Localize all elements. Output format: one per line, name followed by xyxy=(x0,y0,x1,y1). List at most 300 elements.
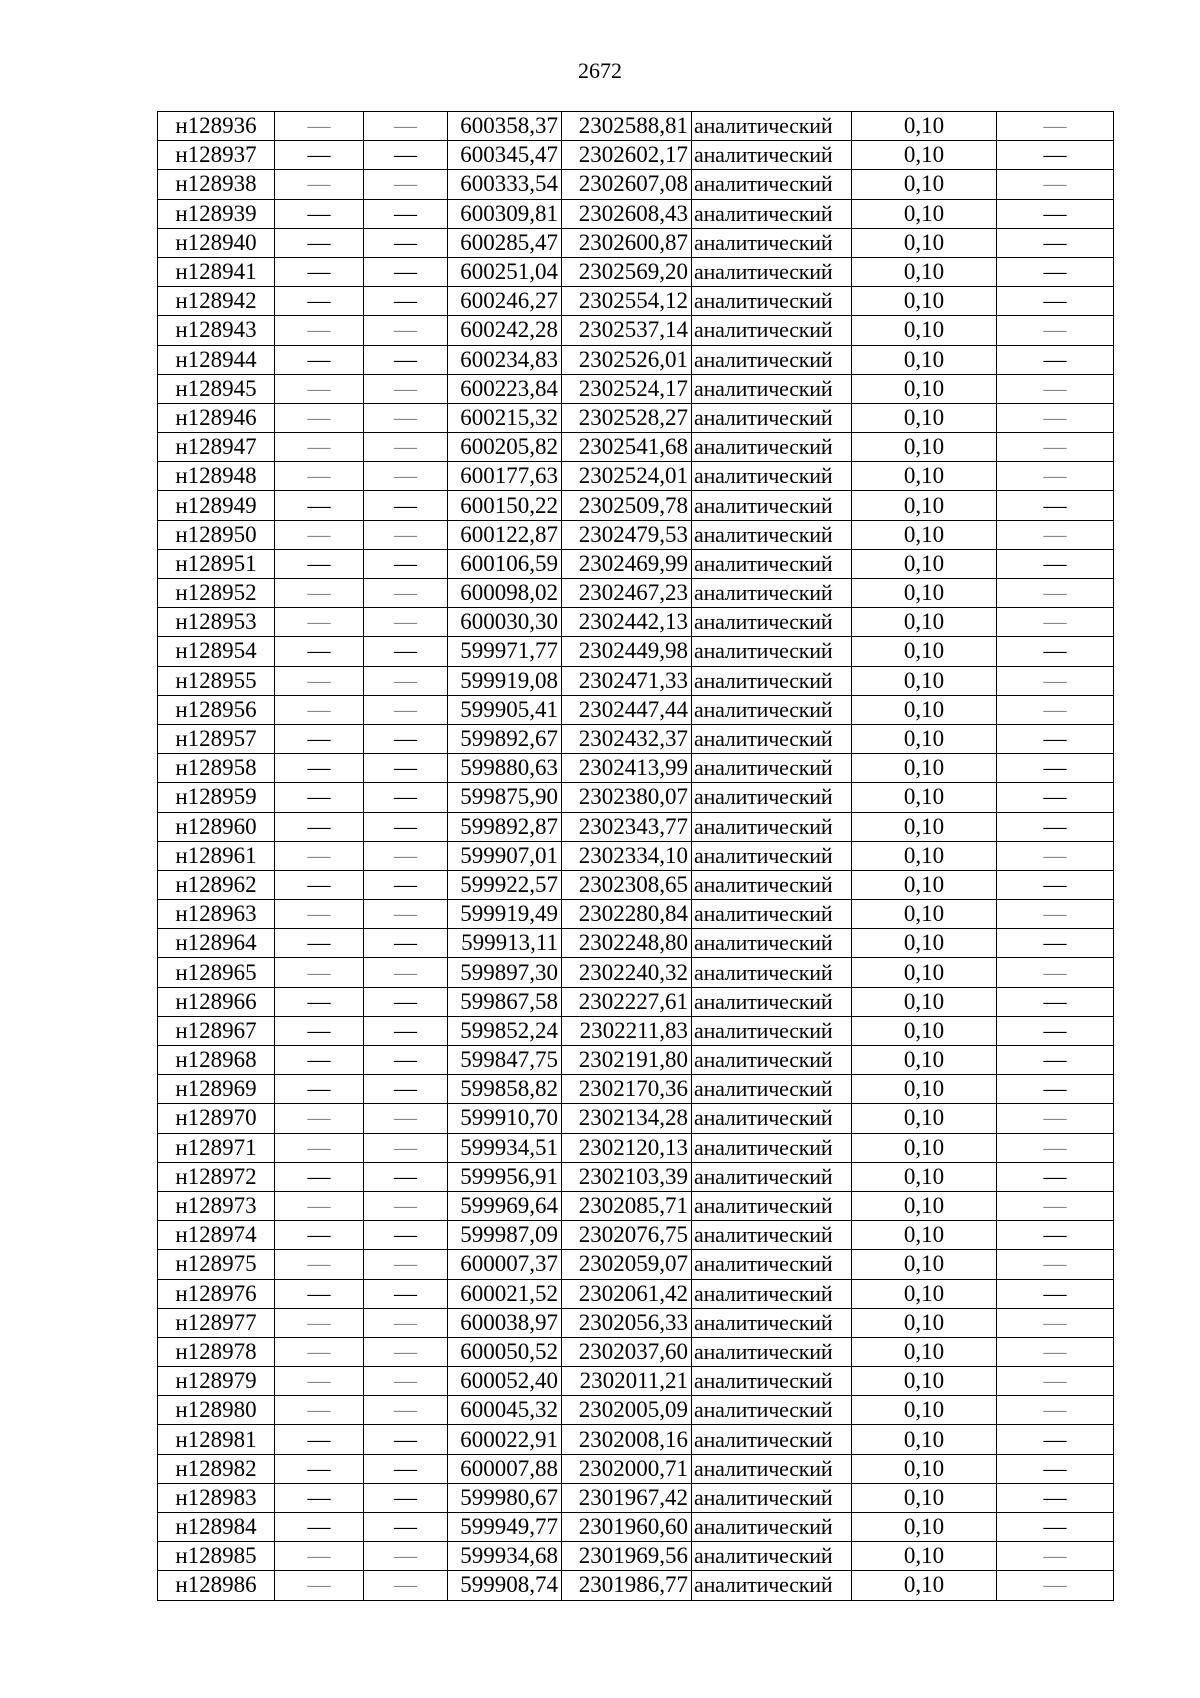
accuracy-cell: 0,10 xyxy=(852,1337,997,1366)
method-cell: аналитический xyxy=(692,637,852,666)
dash-cell: — xyxy=(364,520,448,549)
y-coordinate-cell: 2302000,71 xyxy=(562,1454,692,1483)
y-coordinate-cell: 2302600,87 xyxy=(562,228,692,257)
accuracy-cell: 0,10 xyxy=(852,491,997,520)
y-coordinate-cell: 2302528,27 xyxy=(562,403,692,432)
table-row xyxy=(158,695,1114,724)
dash-cell: — xyxy=(275,1221,364,1250)
page-number: 2672 xyxy=(578,58,622,83)
accuracy-cell: 0,10 xyxy=(852,287,997,316)
point-name-cell: н128982 xyxy=(158,1454,275,1483)
dash-cell: — xyxy=(364,1483,448,1512)
dash-cell: — xyxy=(997,1425,1114,1454)
accuracy-cell: 0,10 xyxy=(852,403,997,432)
table-row xyxy=(158,1337,1114,1366)
x-coordinate-cell: 599934,68 xyxy=(448,1542,562,1571)
y-coordinate-cell: 2302524,17 xyxy=(562,374,692,403)
y-coordinate-cell: 2302005,09 xyxy=(562,1396,692,1425)
point-name-cell: н128955 xyxy=(158,666,275,695)
method-cell: аналитический xyxy=(692,1016,852,1045)
x-coordinate-cell: 599980,67 xyxy=(448,1483,562,1512)
method-cell: аналитический xyxy=(692,1513,852,1542)
method-cell: аналитический xyxy=(692,170,852,199)
method-cell: аналитический xyxy=(692,608,852,637)
method-cell: аналитический xyxy=(692,1571,852,1600)
table-row xyxy=(158,637,1114,666)
dash-cell: — xyxy=(997,287,1114,316)
dash-cell: — xyxy=(997,1016,1114,1045)
dash-cell: — xyxy=(364,1104,448,1133)
dash-cell: — xyxy=(275,637,364,666)
table-row xyxy=(158,1483,1114,1512)
x-coordinate-cell: 600038,97 xyxy=(448,1308,562,1337)
point-name-cell: н128945 xyxy=(158,374,275,403)
method-cell: аналитический xyxy=(692,1221,852,1250)
point-name-cell: н128984 xyxy=(158,1513,275,1542)
method-cell: аналитический xyxy=(692,695,852,724)
x-coordinate-cell: 600358,37 xyxy=(448,112,562,141)
accuracy-cell: 0,10 xyxy=(852,374,997,403)
table-row xyxy=(158,900,1114,929)
point-name-cell: н128951 xyxy=(158,549,275,578)
dash-cell: — xyxy=(275,1542,364,1571)
dash-cell: — xyxy=(275,666,364,695)
dash-cell: — xyxy=(997,1221,1114,1250)
accuracy-cell: 0,10 xyxy=(852,841,997,870)
y-coordinate-cell: 2302537,14 xyxy=(562,316,692,345)
dash-cell: — xyxy=(364,199,448,228)
dash-cell: — xyxy=(275,783,364,812)
dash-cell: — xyxy=(364,374,448,403)
point-name-cell: н128950 xyxy=(158,520,275,549)
table-row xyxy=(158,666,1114,695)
y-coordinate-cell: 2301986,77 xyxy=(562,1571,692,1600)
x-coordinate-cell: 599934,51 xyxy=(448,1133,562,1162)
dash-cell: — xyxy=(275,1425,364,1454)
point-name-cell: н128962 xyxy=(158,870,275,899)
dash-cell: — xyxy=(997,228,1114,257)
dash-cell: — xyxy=(275,1016,364,1045)
point-name-cell: н128980 xyxy=(158,1396,275,1425)
table-row xyxy=(158,1104,1114,1133)
accuracy-cell: 0,10 xyxy=(852,1279,997,1308)
y-coordinate-cell: 2301969,56 xyxy=(562,1542,692,1571)
y-coordinate-cell: 2302008,16 xyxy=(562,1425,692,1454)
table-row xyxy=(158,1308,1114,1337)
dash-cell: — xyxy=(364,1075,448,1104)
accuracy-cell: 0,10 xyxy=(852,870,997,899)
dash-cell: — xyxy=(275,1454,364,1483)
point-name-cell: н128979 xyxy=(158,1367,275,1396)
point-name-cell: н128937 xyxy=(158,141,275,170)
dash-cell: — xyxy=(997,1191,1114,1220)
dash-cell: — xyxy=(364,841,448,870)
x-coordinate-cell: 599971,77 xyxy=(448,637,562,666)
method-cell: аналитический xyxy=(692,1250,852,1279)
method-cell: аналитический xyxy=(692,579,852,608)
table-row xyxy=(158,520,1114,549)
method-cell: аналитический xyxy=(692,1396,852,1425)
y-coordinate-cell: 2302280,84 xyxy=(562,900,692,929)
y-coordinate-cell: 2302103,39 xyxy=(562,1162,692,1191)
point-name-cell: н128978 xyxy=(158,1337,275,1366)
x-coordinate-cell: 599880,63 xyxy=(448,754,562,783)
method-cell: аналитический xyxy=(692,549,852,578)
point-name-cell: н128957 xyxy=(158,724,275,753)
accuracy-cell: 0,10 xyxy=(852,1016,997,1045)
x-coordinate-cell: 599867,58 xyxy=(448,987,562,1016)
method-cell: аналитический xyxy=(692,841,852,870)
y-coordinate-cell: 2302524,01 xyxy=(562,462,692,491)
table-row xyxy=(158,112,1114,141)
table-row xyxy=(158,549,1114,578)
y-coordinate-cell: 2302191,80 xyxy=(562,1046,692,1075)
x-coordinate-cell: 599949,77 xyxy=(448,1513,562,1542)
x-coordinate-cell: 599913,11 xyxy=(448,929,562,958)
method-cell: аналитический xyxy=(692,287,852,316)
dash-cell: — xyxy=(997,345,1114,374)
dash-cell: — xyxy=(364,929,448,958)
dash-cell: — xyxy=(997,1396,1114,1425)
dash-cell: — xyxy=(275,374,364,403)
table-row xyxy=(158,1162,1114,1191)
y-coordinate-cell: 2302554,12 xyxy=(562,287,692,316)
y-coordinate-cell: 2302413,99 xyxy=(562,754,692,783)
table-row xyxy=(158,1191,1114,1220)
dash-cell: — xyxy=(275,433,364,462)
accuracy-cell: 0,10 xyxy=(852,724,997,753)
accuracy-cell: 0,10 xyxy=(852,958,997,987)
dash-cell: — xyxy=(997,724,1114,753)
y-coordinate-cell: 2302467,23 xyxy=(562,579,692,608)
x-coordinate-cell: 600098,02 xyxy=(448,579,562,608)
method-cell: аналитический xyxy=(692,1483,852,1512)
y-coordinate-cell: 2302308,65 xyxy=(562,870,692,899)
method-cell: аналитический xyxy=(692,1046,852,1075)
point-name-cell: н128977 xyxy=(158,1308,275,1337)
dash-cell: — xyxy=(997,199,1114,228)
dash-cell: — xyxy=(275,1191,364,1220)
x-coordinate-cell: 600007,88 xyxy=(448,1454,562,1483)
dash-cell: — xyxy=(275,812,364,841)
x-coordinate-cell: 599987,09 xyxy=(448,1221,562,1250)
y-coordinate-cell: 2302059,07 xyxy=(562,1250,692,1279)
table-row xyxy=(158,812,1114,841)
x-coordinate-cell: 599907,01 xyxy=(448,841,562,870)
table-row xyxy=(158,403,1114,432)
accuracy-cell: 0,10 xyxy=(852,520,997,549)
y-coordinate-cell: 2302037,60 xyxy=(562,1337,692,1366)
dash-cell: — xyxy=(364,666,448,695)
method-cell: аналитический xyxy=(692,724,852,753)
dash-cell: — xyxy=(997,257,1114,286)
y-coordinate-cell: 2301967,42 xyxy=(562,1483,692,1512)
x-coordinate-cell: 599858,82 xyxy=(448,1075,562,1104)
method-cell: аналитический xyxy=(692,1162,852,1191)
y-coordinate-cell: 2302134,28 xyxy=(562,1104,692,1133)
accuracy-cell: 0,10 xyxy=(852,783,997,812)
y-coordinate-cell: 2302334,10 xyxy=(562,841,692,870)
method-cell: аналитический xyxy=(692,783,852,812)
y-coordinate-cell: 2302509,78 xyxy=(562,491,692,520)
table-row xyxy=(158,1571,1114,1600)
dash-cell: — xyxy=(275,403,364,432)
dash-cell: — xyxy=(364,1279,448,1308)
dash-cell: — xyxy=(275,870,364,899)
table-row xyxy=(158,1075,1114,1104)
dash-cell: — xyxy=(275,958,364,987)
x-coordinate-cell: 600345,47 xyxy=(448,141,562,170)
y-coordinate-cell: 2302076,75 xyxy=(562,1221,692,1250)
dash-cell: — xyxy=(275,754,364,783)
point-name-cell: н128941 xyxy=(158,257,275,286)
dash-cell: — xyxy=(275,1571,364,1600)
dash-cell: — xyxy=(275,929,364,958)
method-cell: аналитический xyxy=(692,1133,852,1162)
accuracy-cell: 0,10 xyxy=(852,812,997,841)
point-name-cell: н128963 xyxy=(158,900,275,929)
x-coordinate-cell: 600242,28 xyxy=(448,316,562,345)
table-row xyxy=(158,462,1114,491)
dash-cell: — xyxy=(997,608,1114,637)
accuracy-cell: 0,10 xyxy=(852,1367,997,1396)
dash-cell: — xyxy=(275,1250,364,1279)
point-name-cell: н128985 xyxy=(158,1542,275,1571)
table-row xyxy=(158,579,1114,608)
dash-cell: — xyxy=(364,1308,448,1337)
table-row xyxy=(158,257,1114,286)
x-coordinate-cell: 599910,70 xyxy=(448,1104,562,1133)
table-row xyxy=(158,1454,1114,1483)
dash-cell: — xyxy=(364,637,448,666)
y-coordinate-cell: 2302442,13 xyxy=(562,608,692,637)
table-row xyxy=(158,1513,1114,1542)
x-coordinate-cell: 599908,74 xyxy=(448,1571,562,1600)
dash-cell: — xyxy=(364,1016,448,1045)
point-name-cell: н128983 xyxy=(158,1483,275,1512)
y-coordinate-cell: 2302471,33 xyxy=(562,666,692,695)
table-row xyxy=(158,929,1114,958)
point-name-cell: н128940 xyxy=(158,228,275,257)
accuracy-cell: 0,10 xyxy=(852,1191,997,1220)
dash-cell: — xyxy=(997,929,1114,958)
method-cell: аналитический xyxy=(692,345,852,374)
dash-cell: — xyxy=(997,1279,1114,1308)
accuracy-cell: 0,10 xyxy=(852,1542,997,1571)
x-coordinate-cell: 599847,75 xyxy=(448,1046,562,1075)
dash-cell: — xyxy=(364,1250,448,1279)
dash-cell: — xyxy=(364,958,448,987)
dash-cell: — xyxy=(275,287,364,316)
dash-cell: — xyxy=(364,170,448,199)
coordinates-table-body xyxy=(158,112,1114,1601)
dash-cell: — xyxy=(997,112,1114,141)
accuracy-cell: 0,10 xyxy=(852,900,997,929)
dash-cell: — xyxy=(364,228,448,257)
x-coordinate-cell: 600251,04 xyxy=(448,257,562,286)
dash-cell: — xyxy=(997,666,1114,695)
y-coordinate-cell: 2302449,98 xyxy=(562,637,692,666)
x-coordinate-cell: 600030,30 xyxy=(448,608,562,637)
dash-cell: — xyxy=(275,695,364,724)
method-cell: аналитический xyxy=(692,1367,852,1396)
y-coordinate-cell: 2302608,43 xyxy=(562,199,692,228)
point-name-cell: н128938 xyxy=(158,170,275,199)
table-row xyxy=(158,1250,1114,1279)
table-row xyxy=(158,345,1114,374)
accuracy-cell: 0,10 xyxy=(852,549,997,578)
dash-cell: — xyxy=(275,1483,364,1512)
method-cell: аналитический xyxy=(692,403,852,432)
table-row xyxy=(158,141,1114,170)
table-row xyxy=(158,1425,1114,1454)
dash-cell: — xyxy=(275,199,364,228)
dash-cell: — xyxy=(364,724,448,753)
point-name-cell: н128944 xyxy=(158,345,275,374)
dash-cell: — xyxy=(364,1513,448,1542)
point-name-cell: н128970 xyxy=(158,1104,275,1133)
dash-cell: — xyxy=(275,491,364,520)
accuracy-cell: 0,10 xyxy=(852,1483,997,1512)
dash-cell: — xyxy=(997,403,1114,432)
y-coordinate-cell: 2302432,37 xyxy=(562,724,692,753)
method-cell: аналитический xyxy=(692,228,852,257)
method-cell: аналитический xyxy=(692,929,852,958)
coordinates-table xyxy=(157,111,1114,1601)
dash-cell: — xyxy=(364,1221,448,1250)
dash-cell: — xyxy=(997,1571,1114,1600)
point-name-cell: н128968 xyxy=(158,1046,275,1075)
method-cell: аналитический xyxy=(692,900,852,929)
method-cell: аналитический xyxy=(692,141,852,170)
dash-cell: — xyxy=(997,1104,1114,1133)
dash-cell: — xyxy=(364,549,448,578)
dash-cell: — xyxy=(364,1337,448,1366)
x-coordinate-cell: 599897,30 xyxy=(448,958,562,987)
point-name-cell: н128986 xyxy=(158,1571,275,1600)
accuracy-cell: 0,10 xyxy=(852,987,997,1016)
x-coordinate-cell: 599969,64 xyxy=(448,1191,562,1220)
x-coordinate-cell: 600205,82 xyxy=(448,433,562,462)
y-coordinate-cell: 2302085,71 xyxy=(562,1191,692,1220)
table-row xyxy=(158,783,1114,812)
dash-cell: — xyxy=(997,491,1114,520)
x-coordinate-cell: 599875,90 xyxy=(448,783,562,812)
x-coordinate-cell: 600285,47 xyxy=(448,228,562,257)
x-coordinate-cell: 600122,87 xyxy=(448,520,562,549)
dash-cell: — xyxy=(364,695,448,724)
y-coordinate-cell: 2302541,68 xyxy=(562,433,692,462)
table-row xyxy=(158,433,1114,462)
dash-cell: — xyxy=(997,1513,1114,1542)
y-coordinate-cell: 2302061,42 xyxy=(562,1279,692,1308)
x-coordinate-cell: 600021,52 xyxy=(448,1279,562,1308)
table-row xyxy=(158,1367,1114,1396)
point-name-cell: н128966 xyxy=(158,987,275,1016)
dash-cell: — xyxy=(364,403,448,432)
dash-cell: — xyxy=(275,1133,364,1162)
point-name-cell: н128959 xyxy=(158,783,275,812)
dash-cell: — xyxy=(364,316,448,345)
dash-cell: — xyxy=(275,1075,364,1104)
dash-cell: — xyxy=(275,1308,364,1337)
method-cell: аналитический xyxy=(692,1191,852,1220)
point-name-cell: н128948 xyxy=(158,462,275,491)
point-name-cell: н128960 xyxy=(158,812,275,841)
method-cell: аналитический xyxy=(692,754,852,783)
accuracy-cell: 0,10 xyxy=(852,257,997,286)
accuracy-cell: 0,10 xyxy=(852,1396,997,1425)
dash-cell: — xyxy=(997,1133,1114,1162)
dash-cell: — xyxy=(364,112,448,141)
dash-cell: — xyxy=(275,520,364,549)
x-coordinate-cell: 600215,32 xyxy=(448,403,562,432)
table-row xyxy=(158,287,1114,316)
y-coordinate-cell: 2302526,01 xyxy=(562,345,692,374)
accuracy-cell: 0,10 xyxy=(852,112,997,141)
dash-cell: — xyxy=(275,1337,364,1366)
dash-cell: — xyxy=(364,1542,448,1571)
method-cell: аналитический xyxy=(692,1308,852,1337)
table-row xyxy=(158,754,1114,783)
method-cell: аналитический xyxy=(692,812,852,841)
y-coordinate-cell: 2302056,33 xyxy=(562,1308,692,1337)
x-coordinate-cell: 600234,83 xyxy=(448,345,562,374)
method-cell: аналитический xyxy=(692,1104,852,1133)
dash-cell: — xyxy=(275,141,364,170)
x-coordinate-cell: 600052,40 xyxy=(448,1367,562,1396)
accuracy-cell: 0,10 xyxy=(852,1454,997,1483)
table-row xyxy=(158,870,1114,899)
point-name-cell: н128943 xyxy=(158,316,275,345)
dash-cell: — xyxy=(275,462,364,491)
point-name-cell: н128936 xyxy=(158,112,275,141)
method-cell: аналитический xyxy=(692,462,852,491)
dash-cell: — xyxy=(364,1571,448,1600)
accuracy-cell: 0,10 xyxy=(852,1425,997,1454)
dash-cell: — xyxy=(364,1367,448,1396)
table-row xyxy=(158,1046,1114,1075)
method-cell: аналитический xyxy=(692,316,852,345)
x-coordinate-cell: 600309,81 xyxy=(448,199,562,228)
dash-cell: — xyxy=(275,987,364,1016)
x-coordinate-cell: 600050,52 xyxy=(448,1337,562,1366)
x-coordinate-cell: 599922,57 xyxy=(448,870,562,899)
accuracy-cell: 0,10 xyxy=(852,608,997,637)
x-coordinate-cell: 600150,22 xyxy=(448,491,562,520)
y-coordinate-cell: 2301960,60 xyxy=(562,1513,692,1542)
accuracy-cell: 0,10 xyxy=(852,1513,997,1542)
point-name-cell: н128976 xyxy=(158,1279,275,1308)
accuracy-cell: 0,10 xyxy=(852,462,997,491)
dash-cell: — xyxy=(364,812,448,841)
dash-cell: — xyxy=(275,1513,364,1542)
dash-cell: — xyxy=(364,1133,448,1162)
dash-cell: — xyxy=(275,900,364,929)
dash-cell: — xyxy=(997,637,1114,666)
dash-cell: — xyxy=(997,1454,1114,1483)
y-coordinate-cell: 2302240,32 xyxy=(562,958,692,987)
accuracy-cell: 0,10 xyxy=(852,1075,997,1104)
accuracy-cell: 0,10 xyxy=(852,637,997,666)
point-name-cell: н128967 xyxy=(158,1016,275,1045)
dash-cell: — xyxy=(364,900,448,929)
dash-cell: — xyxy=(275,1104,364,1133)
point-name-cell: н128971 xyxy=(158,1133,275,1162)
accuracy-cell: 0,10 xyxy=(852,929,997,958)
point-name-cell: н128973 xyxy=(158,1191,275,1220)
accuracy-cell: 0,10 xyxy=(852,1133,997,1162)
